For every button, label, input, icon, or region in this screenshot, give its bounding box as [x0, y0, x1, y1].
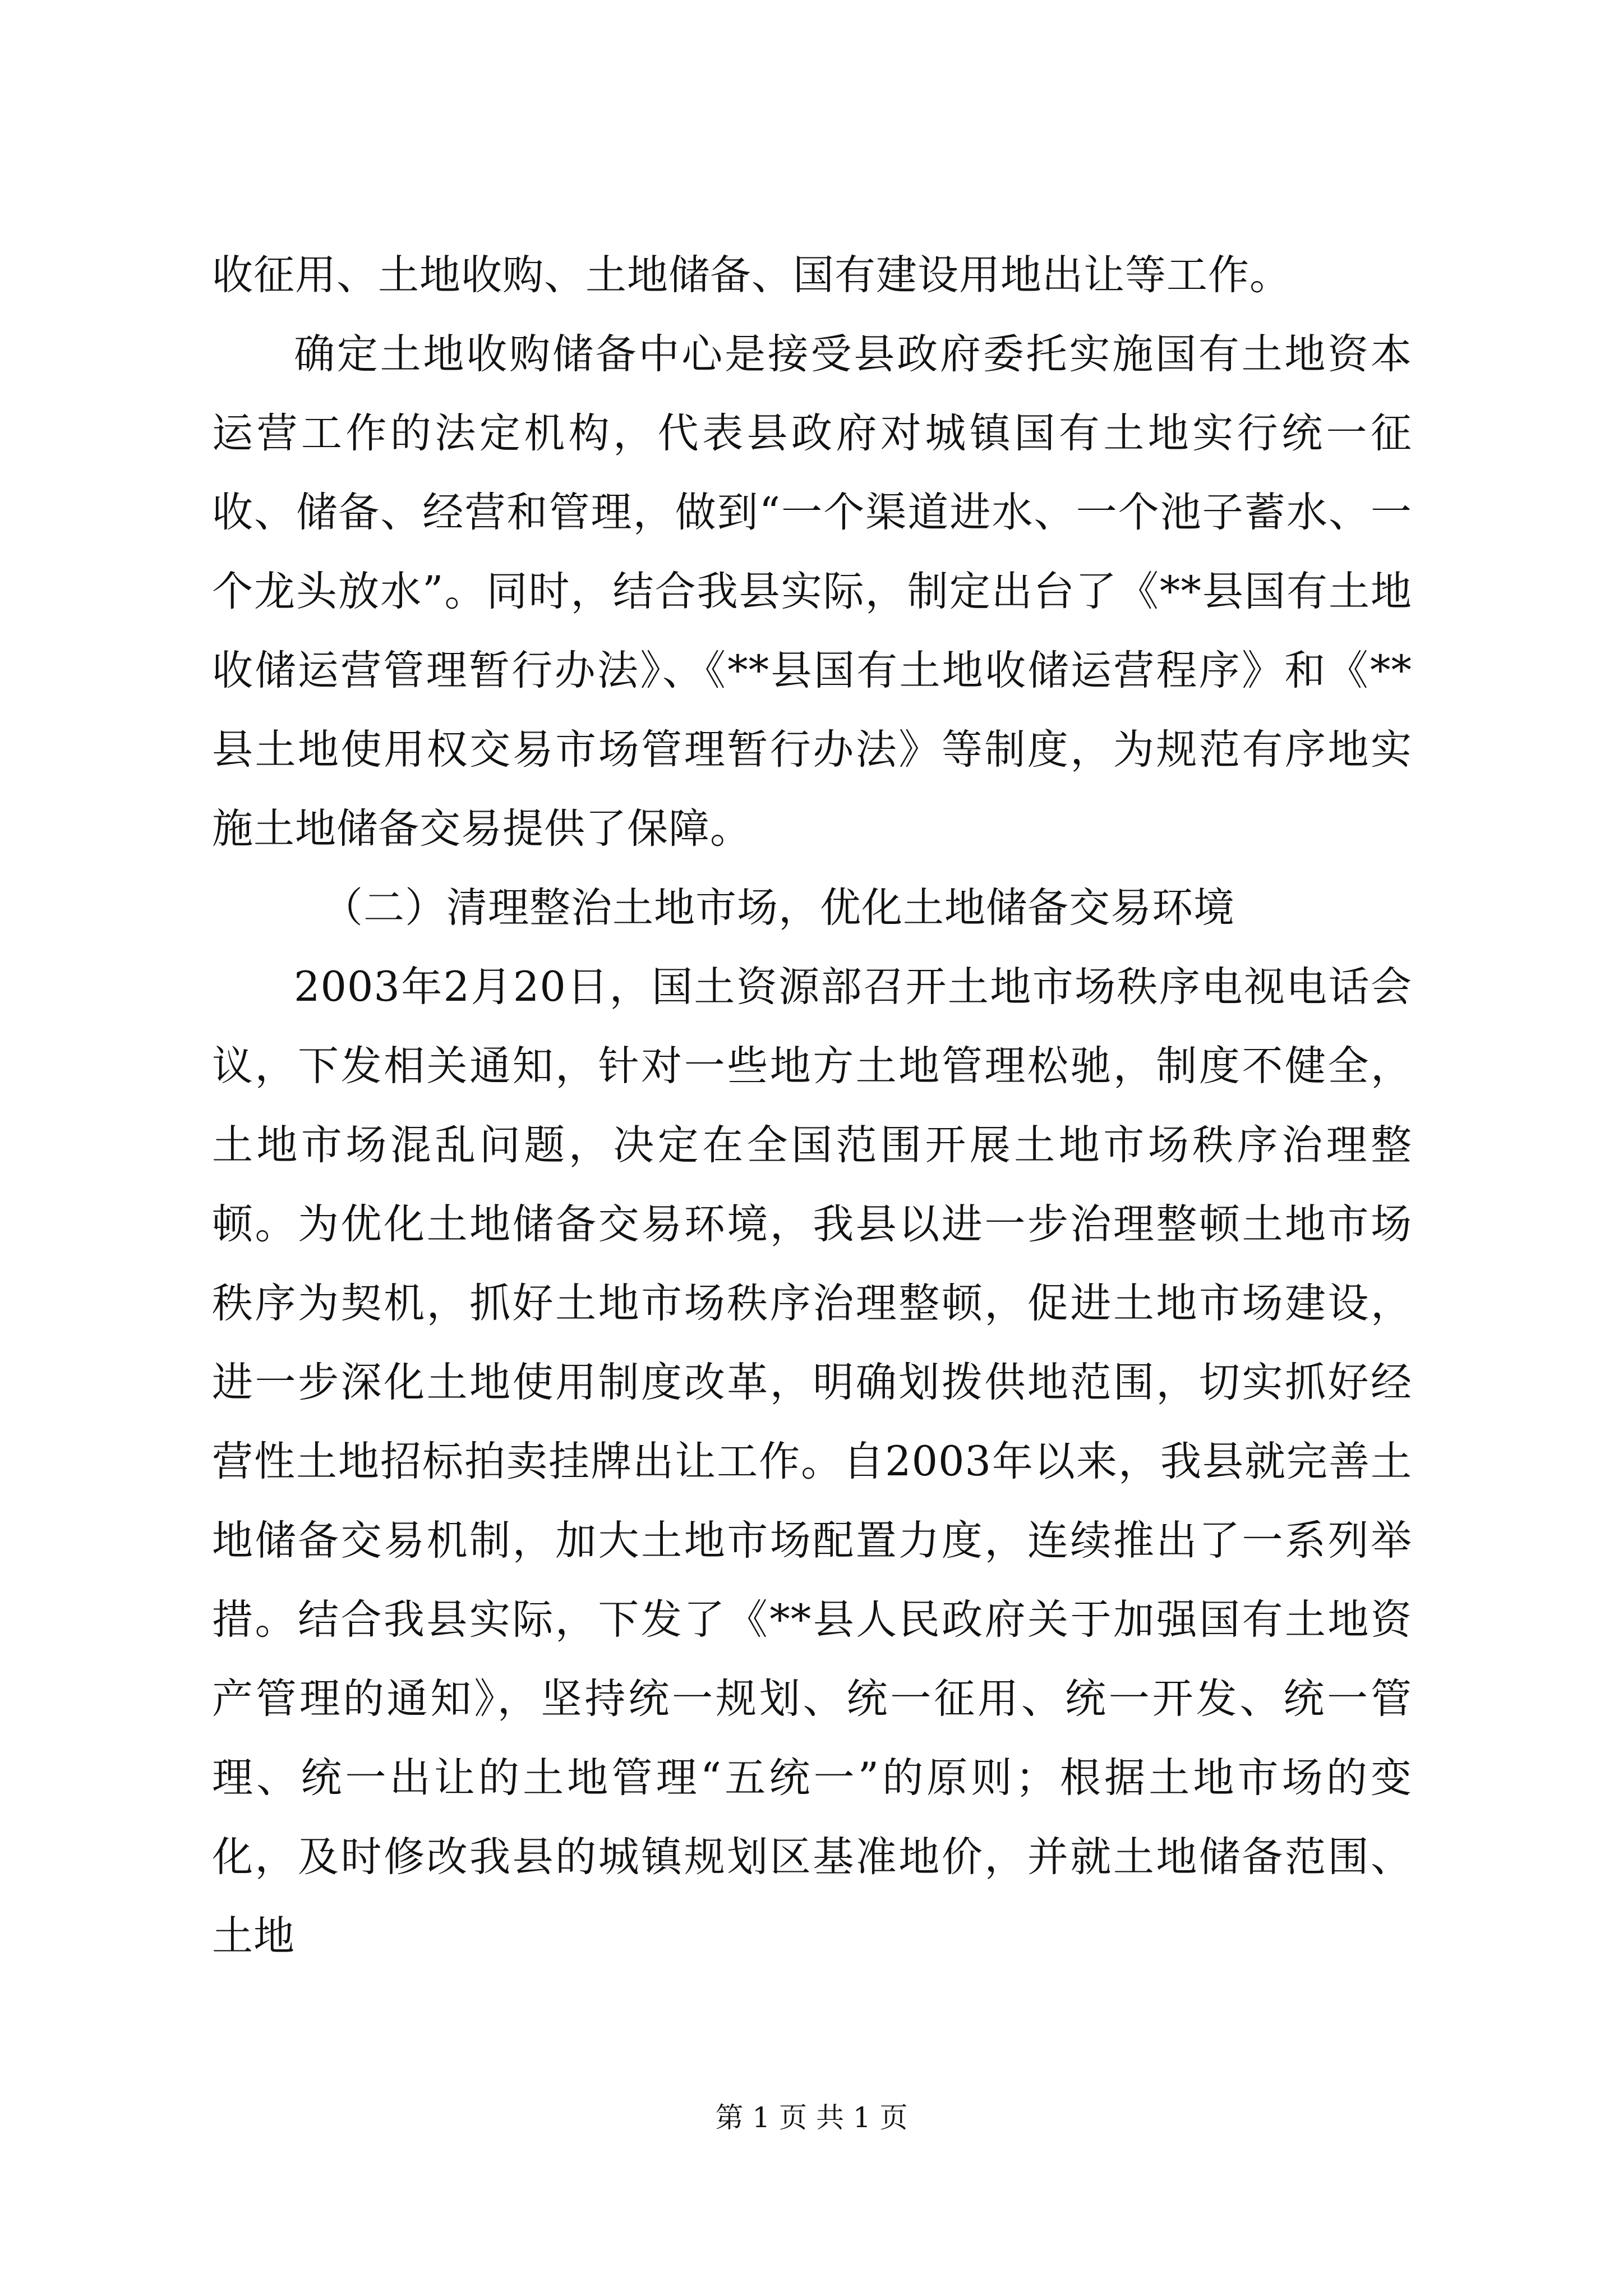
paragraph-continuation: 收征用、土地收购、土地储备、国有建设用地出让等工作。	[212, 251, 1291, 299]
paragraph-land-reserve-center: 确定土地收购储备中心是接受县政府委托实施国有土地资本运营工作的法定机构，代表县政府对城镇国有土地实行统一征收、储备、经营和管理，做到“一个渠道进水、一个池子蓄水、一个龙头放水”。同时，结合我县实际，制定出台了《**县国有土地收储运营管理暂行办法》、《**县国有土地收储运营程序》和《**县土地使用权交易市场管理暂行办法》等制度，为规范有序地实施土地储备交易提供了保障。	[212, 330, 1412, 853]
document-body	[212, 236, 1412, 1976]
section-heading: （二）清理整治土地市场，优化土地储备交易环境	[322, 884, 1235, 932]
paragraph-market-rectification: 2003年2月20日，国土资源部召开土地市场秩序电视电话会议，下发相关通知，针对一些地方土地管理松驰，制度不健全，土地市场混乱问题，决定在全国范围开展土地市场秩序治理整顿。为优化土地储备交易环境，我县以进一步治理整顿土地市场秩序为契机，抓好土地市场秩序治理整顿，促进土地市场建设，进一步深化土地使用制度改革，明确划拨供地范围，切实抓好经营性土地招标拍卖挂牌出让工作。自2003年以来，我县就完善土地储备交易机制，加大土地市场配置力度，连续推出了一系列举措。结合我县实际，下发了《**县人民政府关于加强国有土地资产管理的通知》，坚持统一规划、统一征用、统一开发、统一管理、统一出让的土地管理“五统一”的原则；根据土地市场的变化，及时修改我县的城镇规划区基准地价，并就土地储备范围、土地	[212, 963, 1412, 1960]
page-footer: 第 1 页 共 1 页	[715, 2101, 908, 2134]
